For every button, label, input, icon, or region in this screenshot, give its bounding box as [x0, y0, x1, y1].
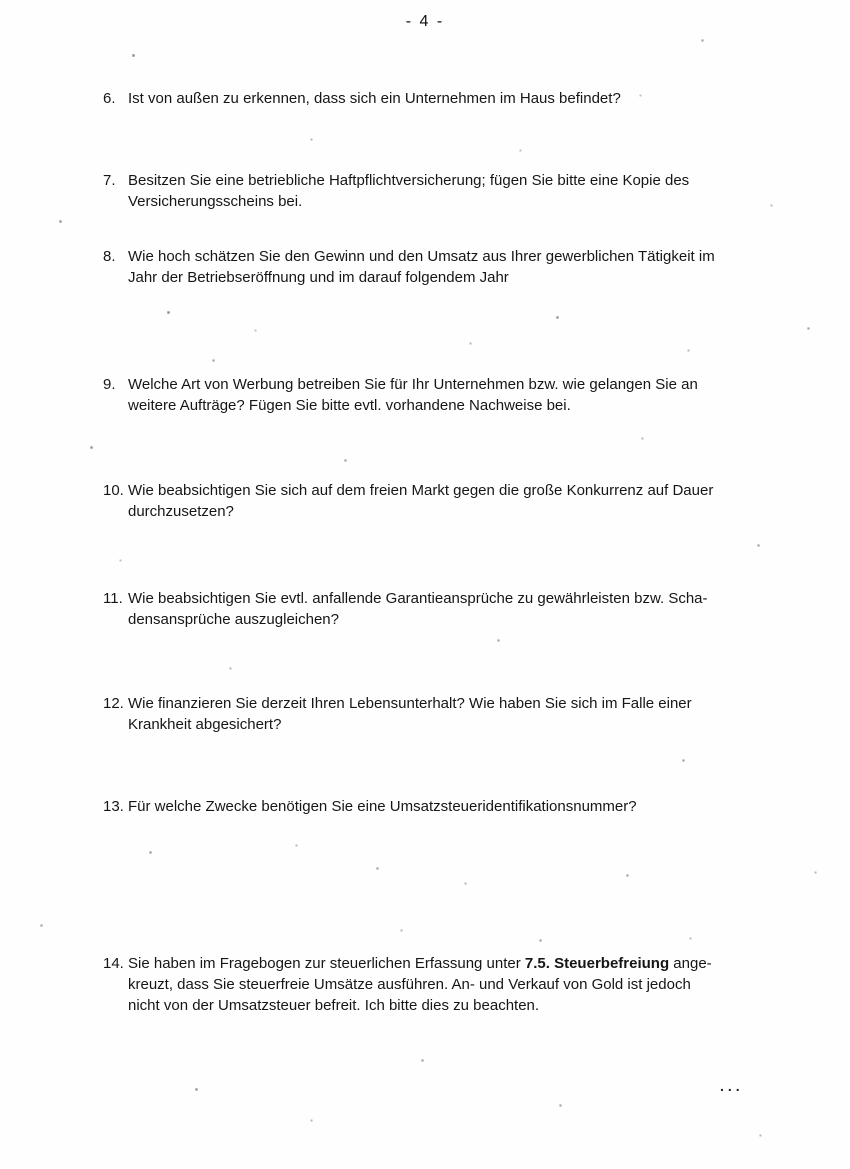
question-line: Welche Art von Werbung betreiben Sie für Ihr Unternehmen bzw. wie gelangen Sie an	[128, 376, 698, 393]
question-text	[128, 88, 763, 109]
scan-noise	[0, 0, 1, 1]
question-line: Jahr der Betriebseröffnung und im darauf folgendem Jahr	[128, 269, 509, 286]
question-line: nicht von der Umsatzsteuer befreit. Ich bitte dies zu beachten.	[128, 997, 540, 1014]
question-text	[128, 693, 763, 735]
question-number: 11.	[103, 590, 123, 607]
question-item-9	[103, 374, 763, 416]
question-text	[128, 953, 763, 1016]
question-text	[128, 796, 763, 817]
question-line: Ist von außen zu erkennen, dass sich ein Unternehmen im Haus befindet?	[128, 90, 621, 107]
question-number: 10.	[103, 482, 124, 499]
question-item-7	[103, 170, 763, 212]
question-number: 12.	[103, 695, 124, 712]
question-line: Wie beabsichtigen Sie evtl. anfallende Garantieansprüche zu gewährleisten bzw. Scha-	[128, 590, 708, 607]
question-item-11	[103, 588, 763, 630]
page-number: - 4 -	[405, 13, 445, 30]
question-item-6	[103, 88, 763, 109]
question-line: weitere Aufträge? Fügen Sie bitte evtl. vorhandene Nachweise bei.	[128, 397, 571, 414]
question-line: kreuzt, dass Sie steuerfreie Umsätze ausführen. An- und Verkauf von Gold ist jedoch	[128, 976, 691, 993]
question-item-8	[103, 246, 763, 288]
question-text	[128, 170, 763, 212]
question-line	[128, 953, 763, 974]
question-item-10	[103, 480, 763, 522]
question-line-text: ange-	[669, 955, 712, 972]
question-line: Wie beabsichtigen Sie sich auf dem freien Markt gegen die große Konkurrenz auf Dauer	[128, 482, 714, 499]
question-number: 9.	[103, 376, 116, 393]
question-item-14	[103, 953, 763, 1016]
question-line: Besitzen Sie eine betriebliche Haftpflichtversicherung; fügen Sie bitte eine Kopie des	[128, 172, 690, 189]
question-text	[128, 374, 763, 416]
question-text	[128, 480, 763, 522]
question-number: 6.	[103, 90, 116, 107]
question-line: durchzusetzen?	[128, 503, 234, 520]
question-text	[128, 588, 763, 630]
continuation-mark: ...	[720, 1078, 744, 1094]
question-line: Für welche Zwecke benötigen Sie eine Umsatzsteueridentifikationsnummer?	[128, 798, 637, 815]
question-number: 8.	[103, 248, 116, 265]
question-line: Krankheit abgesichert?	[128, 716, 282, 733]
question-line: Wie hoch schätzen Sie den Gewinn und den Umsatz aus Ihrer gewerblichen Tätigkeit im	[128, 248, 715, 265]
question-line-text: Sie haben im Fragebogen zur steuerlichen Erfassung unter	[128, 955, 525, 972]
question-number: 14.	[103, 955, 124, 972]
question-line: densansprüche auszugleichen?	[128, 611, 339, 628]
question-item-12	[103, 693, 763, 735]
question-text	[128, 246, 763, 288]
question-item-13	[103, 796, 763, 817]
question-line: Wie finanzieren Sie derzeit Ihren Lebensunterhalt? Wie haben Sie sich im Falle einer	[128, 695, 692, 712]
bold-section-reference: 7.5. Steuerbefreiung	[524, 955, 670, 972]
question-number: 7.	[103, 172, 116, 189]
question-line: Versicherungsscheins bei.	[128, 193, 303, 210]
question-number: 13.	[103, 798, 124, 815]
